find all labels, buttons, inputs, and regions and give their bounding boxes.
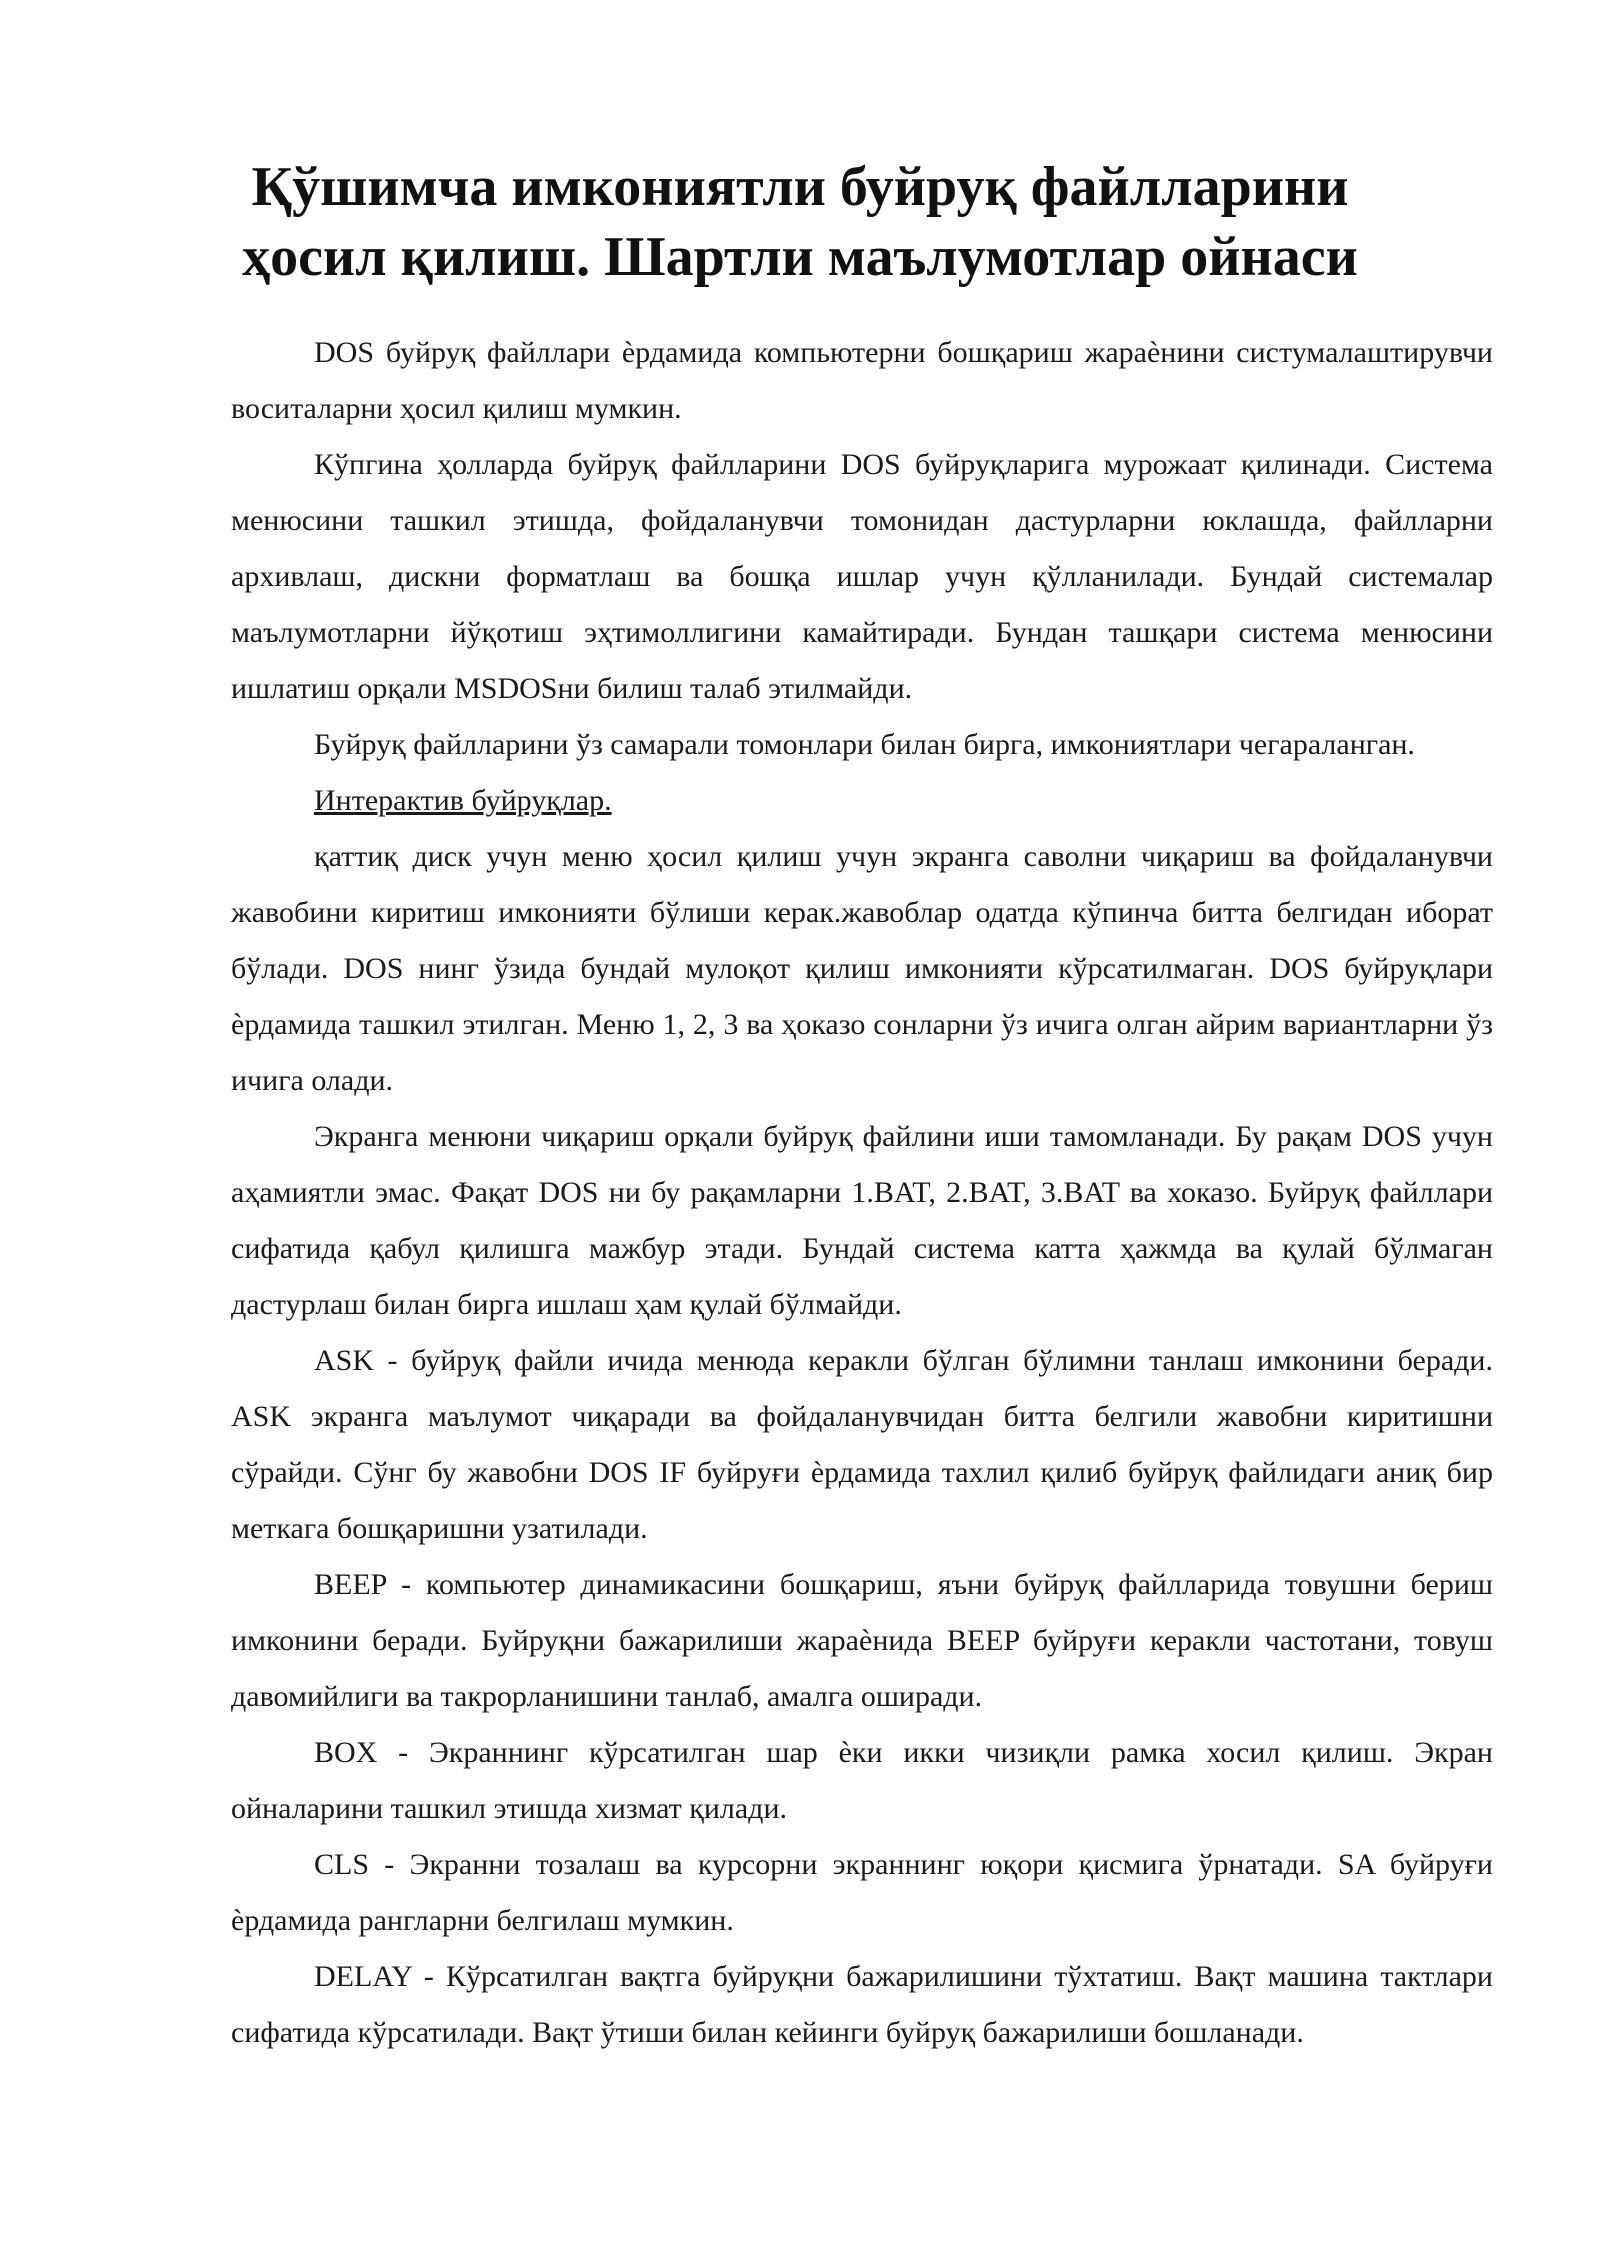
paragraph-menu-output: Экранга менюни чиқариш орқали буйруқ файлини иши тамомланади. Бу рақам DOS учун аҳамиятли эмас. Фақат DOS ни бу рақамларни 1.BAT, 2.BAT, 3.BAT ва хоказо. Буйруқ файллари сифатида қабул қилишга мажбур этади. Бундай система катта ҳажмда ва қулай бўлмаган дастурлаш билан бирга ишлаш ҳам қулай бўлмайди. (231, 1120, 1493, 1321)
interactive-commands-heading-text: Интерактив буйруқлар. (314, 784, 612, 817)
paragraph-intro: DOS буйруқ файллари ѐрдамида компьютерни бошқариш жараѐнини систумалаштирувчи воситаларни ҳосил қилиш мумкин. (231, 336, 1493, 425)
document-body (231, 325, 1493, 2061)
paragraph-menu: қаттиқ диск учун меню ҳосил қилиш учун экранга саволни чиқариш ва фойдаланувчи жавобини киритиш имконияти бўлиши керак.жавоблар одатда кўпинча битта белгидан иборат бўлади. DOS нинг ўзида бундай мулоқот қилиш имконияти кўрсатилмаган. DOS буйруқлари ѐрдамида ташкил этилган. Меню 1, 2, 3 ва ҳоказо сонларни ўз ичига олган айрим вариантларни ўз ичига олади. (231, 840, 1493, 1097)
paragraph-ask: ASK - буйруқ файли ичида менюда керакли бўлган бўлимни танлаш имконини беради. ASK экранга маълумот чиқаради ва фойдаланувчидан битта белгили жавобни киритишни сўрайди. Сўнг бу жавобни DOS IF буйруғи ѐрдамида тахлил қилиб буйруқ файлидаги аниқ бир меткага бошқаришни узатилади. (231, 1344, 1493, 1545)
paragraph-usage: Кўпгина ҳолларда буйруқ файлларини DOS буйруқларига мурожаат қилинади. Система менюсини ташкил этишда, фойдаланувчи томонидан дастурларни юклашда, файлларни архивлаш, дискни форматлаш ва бошқа ишлар учун қўлланилади. Бундай системалар маълумотларни йўқотиш эҳтимоллигини камайтиради. Бундан ташқари система менюсини ишлатиш орқали MSDOSни билиш талаб этилмайди. (231, 448, 1493, 705)
document-title: Қўшимча имкониятли буйруқ файлларини ҳосил қилиш. Шартли маълумотлар ойнаси (242, 156, 1358, 288)
paragraph-box: BOX - Экраннинг кўрсатилган шар ѐки икки чизиқли рамка хосил қилиш. Экран ойналарини ташкил этишда хизмат қилади. (231, 1736, 1493, 1825)
paragraph-cls: CLS - Экранни тозалаш ва курсорни экраннинг юқори қисмига ўрнатади. SA буйруғи ѐрдамида рангларни белгилаш мумкин. (231, 1848, 1493, 1937)
paragraph-beep: BEEP - компьютер динамикасини бошқариш, яъни буйруқ файлларида товушни бериш имконини беради. Буйруқни бажарилиши жараѐнида BEEP буйруғи керакли частотани, товуш давомийлиги ва такрорланишини танлаб, амалга оширади. (231, 1568, 1493, 1713)
interactive-commands-heading (231, 773, 1493, 829)
paragraph-limitations: Буйруқ файлларини ўз самарали томонлари билан бирга, имкониятлари чегараланган. (314, 728, 1415, 761)
paragraph-delay: DELAY - Кўрсатилган вақтга буйруқни бажарилишини тўхтатиш. Вақт машина тактлари сифатида кўрсатилади. Вақт ўтиши билан кейинги буйруқ бажарилиши бошланади. (231, 1960, 1493, 2049)
